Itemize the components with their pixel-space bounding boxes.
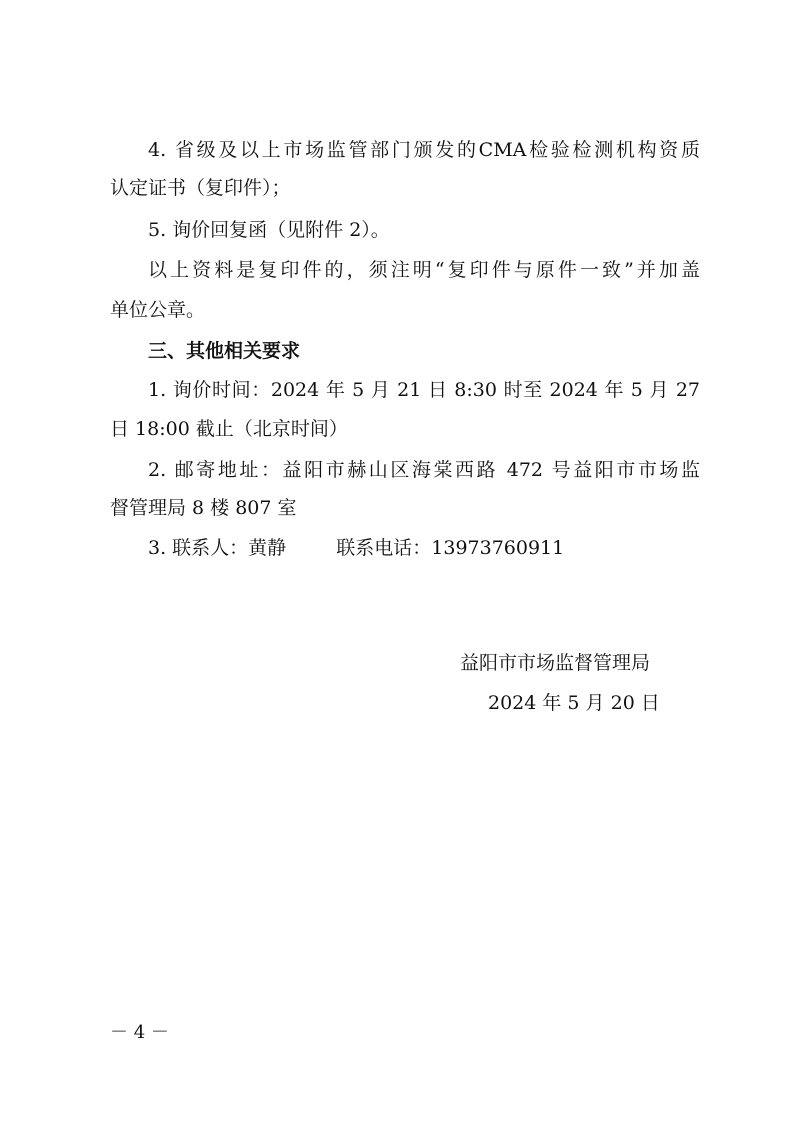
- section-heading: 三、其他相关要求: [148, 340, 301, 362]
- item-4-line-2: 认定证书（复印件）；: [110, 177, 291, 199]
- note-line-2: 单位公章。: [110, 299, 206, 321]
- signature-date: 2024 年 5 月 20 日: [488, 692, 660, 714]
- page-number: － 4 －: [110, 1022, 169, 1043]
- requirement-2-line-1: 2. 邮寄地址：益阳市赫山区海棠西路 472 号益阳市市场监: [148, 459, 700, 481]
- item-4-line-1: 4. 省级及以上市场监管部门颁发的CMA检验检测机构资质: [148, 139, 700, 161]
- requirement-1-line-2: 日 18:00 截止（北京时间）: [110, 418, 348, 440]
- requirement-1-line-1: 1. 询价时间：2024 年 5 月 21 日 8:30 时至 2024 年 5 月 27: [148, 379, 700, 401]
- item-5: 5. 询价回复函（见附件 2）。: [148, 219, 390, 241]
- note-line-1: 以上资料是复印件的，须注明“复印件与原件一致”并加盖: [148, 259, 700, 281]
- contact-person: 3. 联系人：黄静: [148, 537, 287, 559]
- requirement-2-line-2: 督管理局 8 楼 807 室: [110, 497, 297, 519]
- contact-phone: 联系电话：13973760911: [336, 537, 565, 559]
- signature-organization: 益阳市市场监督管理局: [460, 652, 651, 674]
- requirement-3-line: [148, 536, 700, 560]
